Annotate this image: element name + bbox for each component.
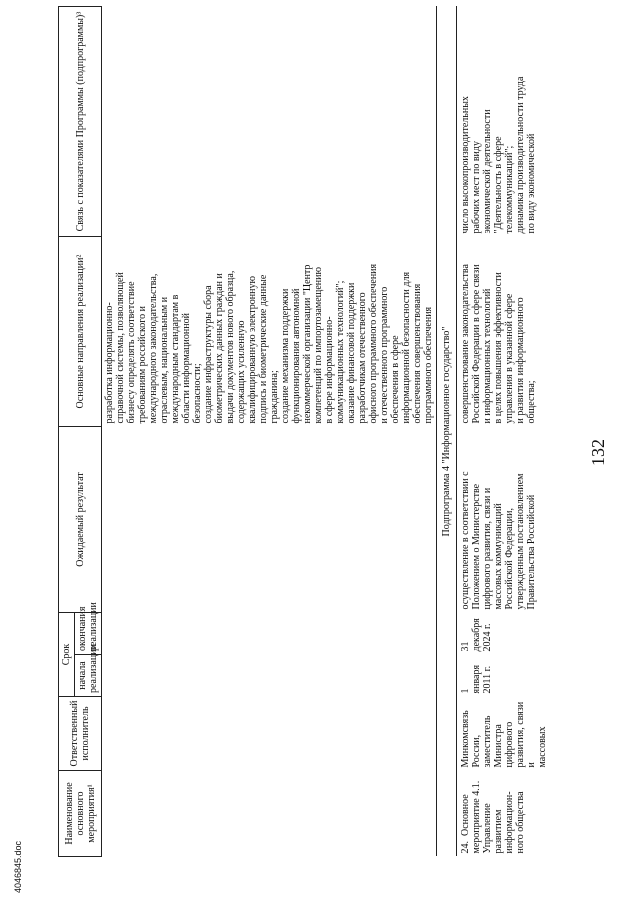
- header-link: Связь с показателями Программы (подпрограммы)³: [59, 7, 102, 237]
- row-name: Основное мероприятие 4.1. Управление развитием информацион- ного общества: [460, 780, 526, 854]
- continuation-directions: разработка информационно- справочной системы, позволяющей бизнесу определять соответствие требованиям российского и международного законодательства, отраслевым, национальным и международным стандартам в области информационной безопасности; создание инфраструктуры сбора биометрических данных граждан и выдачи документов нового образца, содержащих усиленную квалифицированную электронную подпись и биометрические данные гражданина; создание механизма поддержки функционирования автономной некоммерческой организации "Центр компетенций по импортозамещению в сфере информационно- коммуникационных технологий"; оказание финансовой поддержки разработчикам отечественного офисного программного обеспечения и отечественного программного обеспечения в сфере информационной безопасности для обеспечения совершенствования программного обеспечения: [104, 263, 434, 424]
- header-term: Срок: [59, 613, 75, 697]
- header-term-start: начала реализации: [75, 655, 102, 697]
- header-term-end: окончания реализации: [75, 613, 102, 655]
- row-end: 31 декабря 2024 г.: [460, 618, 493, 652]
- section-row: [437, 7, 457, 857]
- section-title: Подпрограмма 4 "Информационное государство": [437, 7, 457, 857]
- row-start: 1 января 2011 г.: [460, 664, 493, 694]
- row-executor: Минкомсвязь России, заместитель Министра цифрового развития, связи и массовых: [460, 701, 548, 768]
- header-directions: Основные направления реализации²: [59, 237, 102, 427]
- row-result: осуществление в соответствии с Положением о Министерстве цифрового развития, связи и массовых коммуникаций Российской Федерации, утвержденным постановлением Правительства Российской: [460, 471, 537, 610]
- row-link: число высокопроизводительных рабочих мест по виду экономической деятельности "Деятельность в сфере телекоммуникаций"; динамика производительности труда по виду экономической: [460, 76, 537, 234]
- header-result: Ожидаемый результат: [59, 427, 102, 613]
- row-directions: совершенствование законодательства Российской Федерации в сфере связи и информационных технологий в целях повышения эффективности управления в указанной сфере и развития информационного общества;: [460, 264, 537, 424]
- header-executor: Ответственный исполнитель: [59, 697, 102, 771]
- row-name-cell: [457, 771, 551, 857]
- file-name: 4046845.doc: [13, 840, 23, 893]
- table-header-row: [59, 7, 75, 857]
- row-number: 24.: [460, 841, 471, 854]
- table-row: [457, 7, 551, 857]
- measures-table: [58, 6, 550, 857]
- page-number: 132: [588, 439, 608, 466]
- continuation-row: [102, 7, 437, 857]
- header-name: Наименование основного мероприятия¹: [59, 771, 102, 857]
